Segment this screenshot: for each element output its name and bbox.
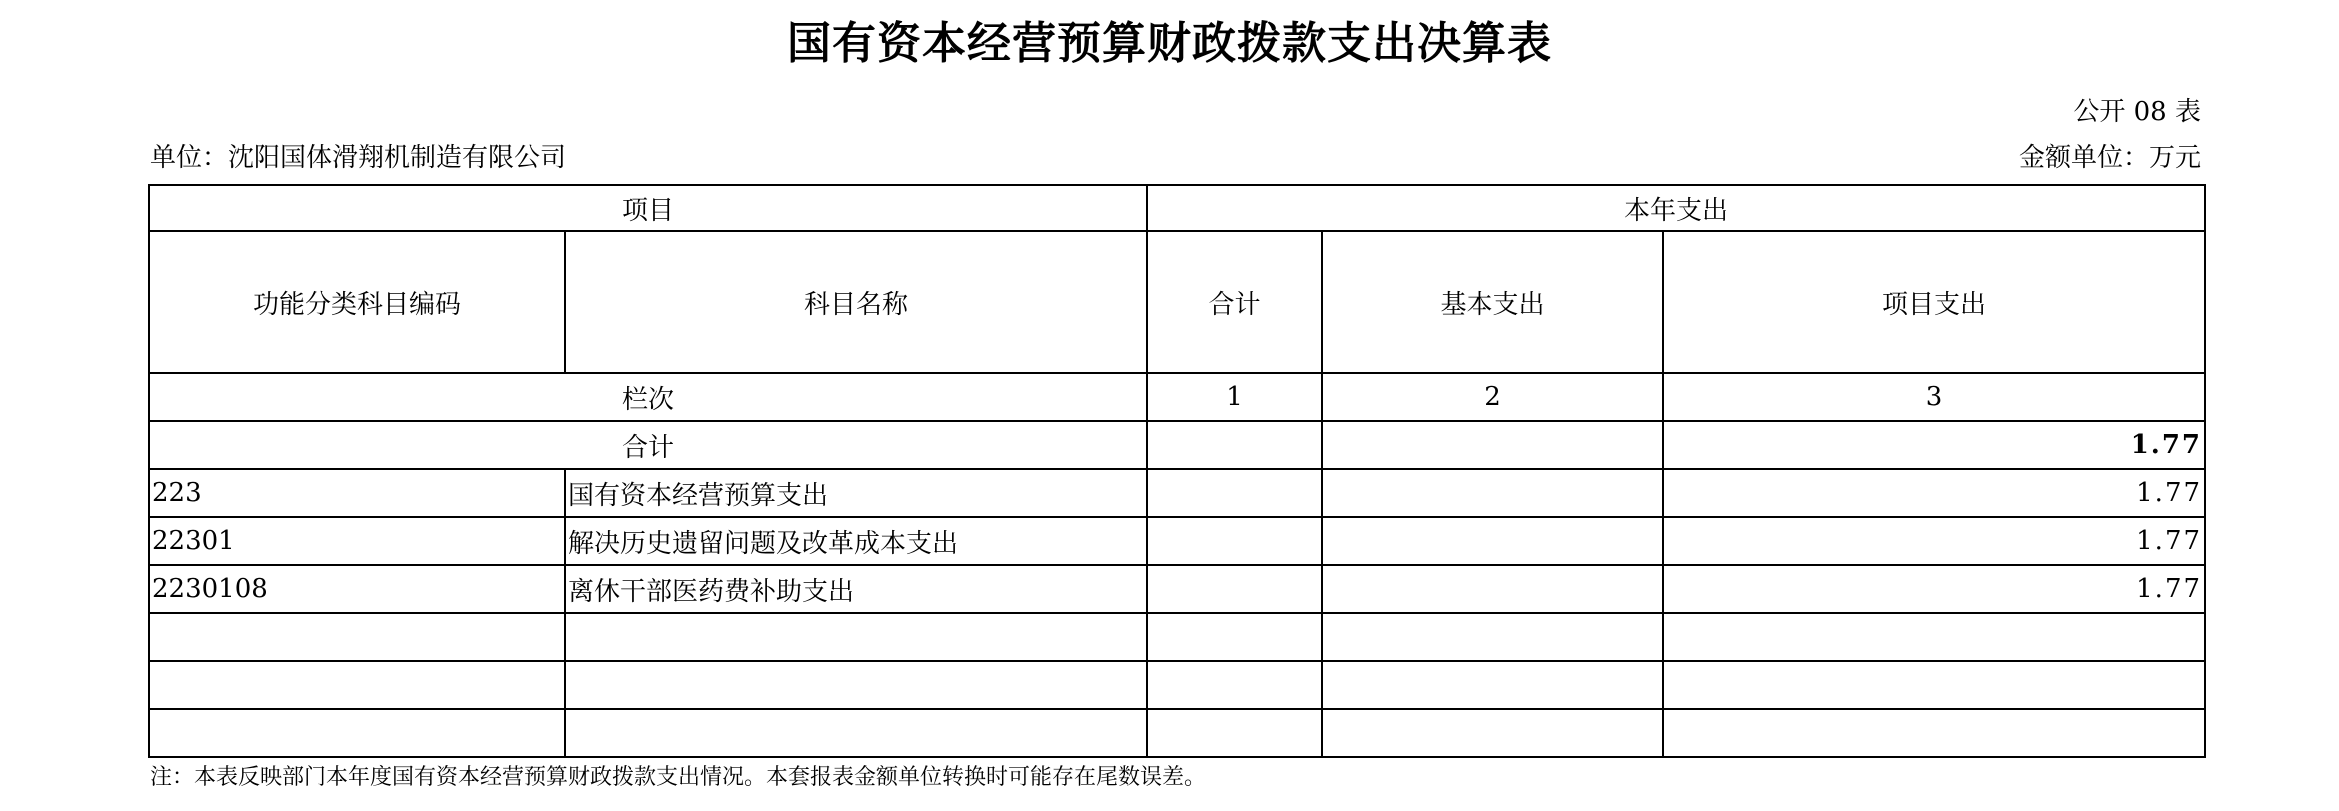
row-total: [1147, 565, 1322, 613]
total-row-project: 1.77: [1663, 421, 2205, 469]
empty-cell: [149, 613, 565, 661]
footnote: 注：本表反映部门本年度国有资本经营预算财政拨款支出情况。本套报表金额单位转换时可能存在尾数误差。: [150, 765, 1207, 790]
total-row-basic: [1322, 421, 1663, 469]
form-number: 公开 08 表: [2073, 97, 2201, 127]
empty-cell: [1322, 709, 1663, 757]
empty-cell: [565, 613, 1147, 661]
header-project-expense: 项目支出: [1663, 231, 2205, 373]
empty-cell: [149, 709, 565, 757]
header-subject-name: 科目名称: [565, 231, 1147, 373]
row-subject-name: 离休干部医药费补助支出: [565, 565, 1147, 613]
header-current-year-expense: 本年支出: [1147, 185, 2205, 231]
header-total: 合计: [1147, 231, 1322, 373]
page-title: 国有资本经营预算财政拨款支出决算表: [787, 18, 1552, 69]
header-row-columns: [149, 231, 2205, 373]
row-subject-name: 国有资本经营预算支出: [565, 469, 1147, 517]
total-row-total: [1147, 421, 1322, 469]
expense-table: [148, 184, 2206, 758]
column-number-2: 2: [1322, 373, 1663, 421]
empty-row: [149, 709, 2205, 757]
empty-cell: [1663, 661, 2205, 709]
row-basic: [1322, 565, 1663, 613]
empty-cell: [1147, 613, 1322, 661]
row-basic: [1322, 517, 1663, 565]
empty-cell: [565, 709, 1147, 757]
empty-cell: [1663, 613, 2205, 661]
column-number-label: 栏次: [149, 373, 1147, 421]
row-total: [1147, 517, 1322, 565]
table-row: [149, 469, 2205, 517]
empty-row: [149, 661, 2205, 709]
header-row-top: [149, 185, 2205, 231]
column-number-3: 3: [1663, 373, 2205, 421]
empty-cell: [1663, 709, 2205, 757]
row-basic: [1322, 469, 1663, 517]
empty-cell: [565, 661, 1147, 709]
row-project: 1.77: [1663, 517, 2205, 565]
row-subject-name: 解决历史遗留问题及改革成本支出: [565, 517, 1147, 565]
empty-cell: [1147, 661, 1322, 709]
empty-cell: [149, 661, 565, 709]
row-project: 1.77: [1663, 469, 2205, 517]
empty-row: [149, 613, 2205, 661]
row-project: 1.77: [1663, 565, 2205, 613]
table-row: [149, 517, 2205, 565]
row-code: 2230108: [149, 565, 565, 613]
column-number-row: [149, 373, 2205, 421]
row-code: 22301: [149, 517, 565, 565]
column-number-1: 1: [1147, 373, 1322, 421]
row-code: 223: [149, 469, 565, 517]
empty-cell: [1322, 613, 1663, 661]
amount-unit: 金额单位：万元: [2018, 143, 2201, 173]
header-basic-expense: 基本支出: [1322, 231, 1663, 373]
table-row: [149, 565, 2205, 613]
reporting-unit: 单位：沈阳国体滑翔机制造有限公司: [150, 143, 567, 173]
header-func-code: 功能分类科目编码: [149, 231, 565, 373]
empty-cell: [1322, 661, 1663, 709]
header-item: 项目: [149, 185, 1147, 231]
row-total: [1147, 469, 1322, 517]
total-row: [149, 421, 2205, 469]
empty-cell: [1147, 709, 1322, 757]
total-row-label: 合计: [149, 421, 1147, 469]
